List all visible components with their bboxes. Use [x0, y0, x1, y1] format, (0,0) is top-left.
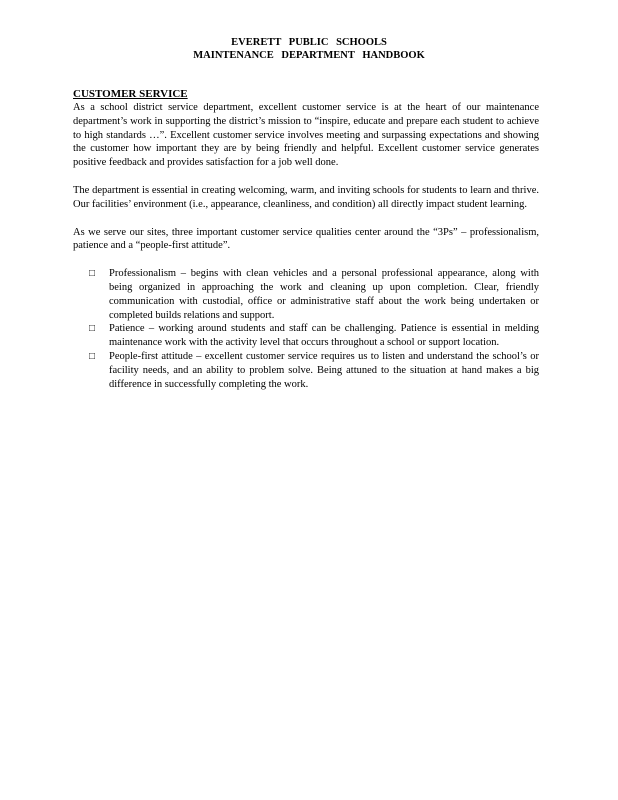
bullet-list: [73, 267, 539, 391]
list-item: [73, 322, 539, 350]
section-title: CUSTOMER SERVICE: [73, 88, 188, 100]
bullet-icon: □: [89, 350, 96, 362]
list-item: [73, 350, 539, 391]
bullet-icon: □: [89, 323, 96, 335]
paragraph-environment: The department is essential in creating welcoming, warm, and inviting schools for students to learn and thrive. Our facilities’ environment (i.e., appearance, cleanliness, and condition) all directly impact student learning.: [73, 184, 539, 210]
paragraph-3ps: As we serve our sites, three important customer service qualities center around the “3Ps” – professionalism, patience and a “people-first attitude”.: [73, 226, 539, 252]
header-subtitle: MAINTENANCE DEPARTMENT HANDBOOK: [193, 50, 425, 61]
bullet-text-patience: Patience – working around students and staff can be challenging. Patience is essential in melding maintenance work with the activity level that occurs throughout a school or support location.: [109, 323, 539, 349]
section-customer-service: [73, 88, 539, 391]
bullet-icon: □: [89, 268, 96, 280]
bullet-text-people-first: People-first attitude – excellent customer service requires us to listen and understand the school’s or facility needs, and an ability to problem solve. Being attuned to the situation at hand makes a big difference in successfully completing the work.: [109, 350, 539, 390]
document-header: [0, 36, 618, 62]
bullet-text-professionalism: Professionalism – begins with clean vehicles and a personal professional appearance, along with being organized in approaching the work and cleaning up upon completion. Clear, friendly communication with custodial, office or administrative staff about the work being undertaken or completed builds relations and support.: [109, 268, 539, 321]
list-item: [73, 267, 539, 322]
paragraph-intro: As a school district service department, excellent customer service is at the heart of our maintenance department’s work in supporting the district’s mission to “inspire, educate and prepare each student to achieve to high standards …”. Excellent customer service involves meeting and surpassing expectations and showing the customer how important they are by being friendly and helpful. Excellent customer service generates positive feedback and provides satisfaction for a job well done.: [73, 102, 539, 169]
header-title: EVERETT PUBLIC SCHOOLS: [231, 37, 387, 48]
